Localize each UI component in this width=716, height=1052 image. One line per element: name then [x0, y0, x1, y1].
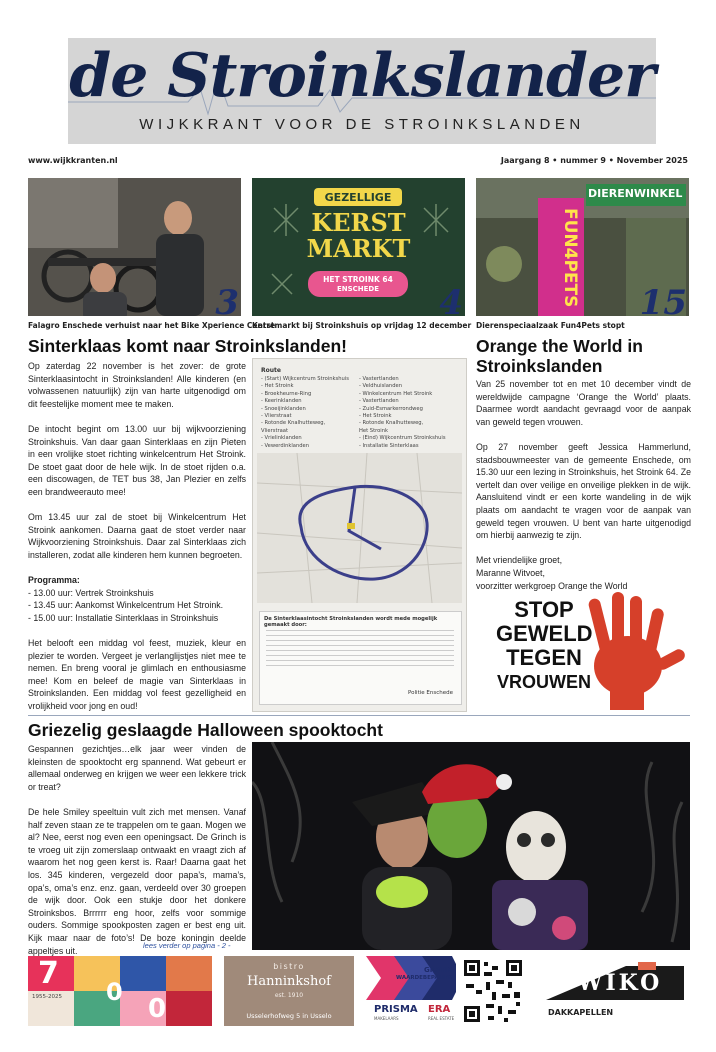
route-stop: Het Stroink	[359, 427, 389, 434]
article-body-halloween	[28, 743, 246, 957]
route-stop: - (Eind) Wijkcentrum Stroinkshuis	[359, 435, 446, 442]
ad-wiko-dakkapellen[interactable]	[540, 956, 690, 1026]
wiko-sub: DAKKAPELLEN	[548, 1008, 614, 1017]
route-stop: - Installatie Sinterklaas	[359, 442, 419, 449]
ad-bistro-hanninkshof[interactable]	[224, 956, 354, 1026]
ad-prisma-era[interactable]	[366, 956, 528, 1026]
kerstmarkt-poster-title-2: MARKT	[306, 234, 411, 263]
route-map	[257, 453, 462, 603]
teaser-caption: Falagro Enschede verhuist naar het Bike Xperience Centre	[28, 321, 276, 330]
article-body-orange	[476, 378, 691, 592]
paragraph: De hele Smiley speeltuin vult zich met mensen. Vanaf half zeven staan ze te trappelen om te gaan. Mogen we al? Nee, eerst nog even een openingsact. De Grinch is te vroeg uit zijn zomerslaap ontwaakt en vraagt zich af waarom het nog geen kerst is. Raar! Daarna gaat het los. 345 kinderen, vergezeld door papa’s, mama’s, opa’s, oma’s enz. enz. gaan, verdeeld over 30 groepen de wijk door. Ook een stukje door het donkere Stroinksbos. Brrrrrr eng hoor, zelfs voor sommige ouders. Sommige spookposten zagen er best eng uit. Kijk maar naar de foto’s! De boze koningin deelde appeltjes uit.	[28, 806, 246, 956]
continue-link[interactable]: lees verder op pagina - 2 -	[143, 941, 231, 950]
issue-info: Jaargang 8 • nummer 9 • November 2025	[500, 156, 688, 165]
qr-code-icon	[462, 958, 524, 1024]
article-headline-sinterklaas: Sinterklaas komt naar Stroinkslanden!	[28, 336, 347, 356]
shop-banner: DIERENWINKEL	[588, 187, 683, 200]
program-heading: Programma:	[28, 575, 80, 586]
teaser-photo-bikes[interactable]	[28, 178, 241, 316]
paragraph: Op 27 november geeft Jessica Hammerlund, stadsbouwmeester van de gemeente Enschede, om 15.30 uur een lezing in Stroinkshuis, het Stroink 64. Ze vertelt dan over veilige en onveilige plekken in de wijk. Aansluitend vindt er een korte wandeling in de wijk plaats om aandacht te vragen voor de aanpak van geweld tegen vrouwen. U bent van harte uitgenodigd om hierbij aanwezig te zijn.	[476, 441, 691, 541]
route-stop: - Veldhuislanden	[359, 383, 402, 390]
route-list-left	[261, 376, 361, 450]
route-stop: - Het Stroink	[261, 383, 294, 390]
teaser-caption: Dierenspeciaalzaak Fun4Pets stopt	[476, 321, 625, 330]
program-item: - 15.00 uur: Installatie Sinterklaas in Stroinkshuis	[28, 612, 219, 623]
article-body-sinterklaas	[28, 360, 246, 725]
masthead	[68, 38, 656, 144]
prisma-sub: MAKELAARS	[374, 1016, 399, 1021]
route-stop: - Vastertlanden	[359, 376, 399, 382]
kerstmarkt-poster-label: GEZELLIGE	[324, 191, 392, 204]
route-poster	[252, 358, 467, 712]
sign-off: voorzitter werkgroep Orange the World	[476, 580, 628, 591]
program-item: - 13.00 uur: Vertrek Stroinkshuis	[28, 587, 154, 598]
sponsor-text: De Sinterklaasintocht Stroinkslanden wordt mede mogelijk gemaakt door:	[264, 616, 438, 628]
route-stop: - Vrielinklanden	[261, 435, 302, 442]
teaser-page-number: 15	[639, 283, 687, 316]
prisma-logo: PRISMA	[374, 1004, 418, 1015]
sponsor-lines	[266, 630, 454, 670]
paragraph: Om 13.45 uur zal de stoet bij Winkelcentrum Het Stroink aankomen. Daarna gaat de stoet verder naar Wijkvoorziening Stroinkshuis. Daar zal Sinterklaas zich installeren, zodat alle kinderen hem kunnen begroeten.	[28, 512, 246, 560]
teaser-page-number: 4	[439, 283, 463, 316]
bistro-est: est. 1910	[274, 992, 304, 999]
route-list-right	[359, 376, 464, 450]
bistro-address: Usselerhofweg 5 in Usselo	[246, 1012, 332, 1020]
ad-70-jaar[interactable]	[28, 956, 212, 1026]
paragraph: Van 25 november tot en met 10 december vindt de wereldwijde campagne ‘Orange the World’ plaats. Daarmee wordt aandacht gevraagd voor de aanpak van geweld tegen vrouwen.	[476, 379, 691, 427]
bike-shop-photo	[28, 178, 241, 316]
ad-70-digit: 0	[148, 994, 167, 1024]
halloween-photo	[252, 742, 690, 950]
stop-line: TEGEN	[506, 645, 582, 670]
route-stop: Vlierstraat	[261, 427, 289, 434]
sign-off: Maranne Witvoet,	[476, 567, 545, 578]
route-stop: - Rotonde Knalhutteweg,	[261, 420, 326, 427]
stop-line: GEWELD	[496, 621, 593, 646]
route-stop: - Vewerdinklanden	[261, 442, 310, 449]
teaser-caption: Kerstmarkt bij Stroinkshuis op vrijdag 12 december	[252, 321, 472, 330]
paragraph: Op zaterdag 22 november is het zover: de grote Sinterklaasintocht in Stroinkslanden! Alle kinderen (en volwassenen natuurlijk) zijn van harte uitgenodigd om dit feestelijke moment mee te maken.	[28, 361, 246, 409]
teaser-page-number: 3	[215, 283, 239, 316]
bistro-tag: bistro	[273, 962, 305, 971]
article-headline-halloween: Griezelig geslaagde Halloween spooktocht	[28, 720, 383, 740]
bistro-name: Hanninkshof	[247, 974, 331, 989]
police-label: Politie Enschede	[408, 690, 453, 696]
ad-gratis: GRATIS	[424, 966, 453, 974]
route-stop: - Keerinklanden	[261, 398, 302, 405]
route-stop: - Vastertlanden	[359, 398, 399, 405]
route-stop: - Het Stroink	[359, 413, 392, 420]
section-divider	[28, 715, 690, 716]
kerstmarkt-poster-address: HET STROINK 64	[323, 275, 393, 284]
ad-70-digit: 0	[106, 978, 123, 1006]
stop-geweld-text	[496, 598, 592, 694]
stop-geweld-graphic	[478, 592, 690, 710]
website-link[interactable]: www.wijkkranten.nl	[28, 156, 118, 165]
ad-70-years: 1955-2025	[32, 994, 62, 1000]
wiko-logo: WIKO	[577, 970, 663, 996]
era-logo: ERA	[428, 1004, 451, 1015]
route-stop: - Winkelcentrum Het Stroink	[359, 390, 433, 397]
article-headline-orange: Orange the World in Stroinkslanden	[476, 336, 643, 376]
route-stop: - Vlierstraat	[261, 413, 292, 420]
stop-line: STOP	[514, 597, 574, 622]
route-title: Route	[261, 367, 281, 374]
kerstmarkt-poster-title-1: KERST	[311, 208, 406, 237]
fun4pets-sign: FUN4PETS	[560, 208, 580, 308]
newspaper-subtitle: WIJKKRANT VOOR DE STROINKSLANDEN	[139, 116, 585, 133]
halloween-costume-photo	[252, 742, 690, 950]
stop-line: VROUWEN	[497, 672, 591, 692]
era-sub: REAL ESTATE	[428, 1016, 455, 1021]
sign-off: Met vriendelijke groet,	[476, 555, 563, 566]
newspaper-title: de Stroinkslander	[69, 41, 655, 111]
paragraph: Gespannen gezichtjes…elk jaar weer vinden de kleinsten de spooktocht erg spannend. Wat gebeurt er allemaal onderweg en krijgen we weer een lekkere trick or treat?	[28, 744, 246, 792]
teaser-photo-kerstmarkt[interactable]	[252, 178, 465, 316]
kerstmarkt-poster-city: ENSCHEDE	[336, 285, 380, 293]
route-stop: - (Start) Wijkcentrum Stroinkshuis	[261, 376, 349, 382]
ad-waardebepaling: WAARDEBEPALING	[396, 975, 454, 981]
teaser-photo-fun4pets[interactable]	[476, 178, 689, 316]
ad-70-digit: 7	[38, 956, 59, 991]
route-stop: - Snoeijinklanden	[261, 405, 306, 412]
paragraph: De intocht begint om 13.00 uur bij wijkvoorziening Stroinkshuis. Van daar gaan Sinterklaas en zijn Pieten in een vrolijke stoet richting winkelcentrum Het Stroink. De stoet gaat door de hele wijk. In de stoet rijden o.a. een discowagen, de TET bus 38, Jan Plezier en zelfs een brandweerauto mee!	[28, 423, 246, 497]
route-stop: - Zuid-Esmarkerrondweg	[359, 405, 423, 412]
route-stop: - Rotonde Knalhutteweg,	[359, 420, 424, 427]
route-stop: - Broekheurne-Ring	[261, 390, 312, 397]
program-item: - 13.45 uur: Aankomst Winkelcentrum Het Stroink.	[28, 600, 224, 611]
paragraph: Het belooft een middag vol feest, muziek, kleur en plezier te worden. Vergeet je verlanglijstjes niet mee te nemen. En breng vooral je glimlach en enthousiasme mee! Kom en beleef de magie van Sinterklaas in Stroinkslanden. Een middag vol feest gezelligheid en vrolijkheid voor jong en oud!	[28, 638, 246, 712]
sponsor-box	[259, 611, 462, 705]
